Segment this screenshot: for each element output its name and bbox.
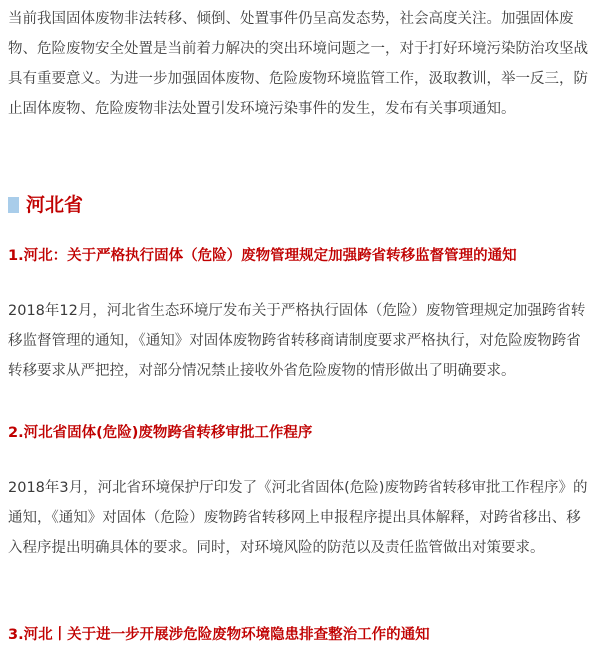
item-1-heading: 1.河北：关于严格执行固体（危险）废物管理规定加强跨省转移监督管理的通知 [8, 248, 517, 264]
intro-paragraph: 当前我国固体废物非法转移、倾倒、处置事件仍呈高发态势，社会高度关注。加强固体废物、危险废物安全处置是当前着力解决的突出环境问题之一，对于打好环境污染防治攻坚战具有重要意义。为进一步加强固体废物、危险废物环境监管工作，汲取教训，举一反三，防止固体废物、危险废物非法处置引发环境污染事件的发生，发布有关事项通知。 [8, 11, 588, 117]
item-2-heading: 2.河北省固体(危险)废物跨省转移审批工作程序 [8, 425, 313, 441]
section-marker-icon [8, 197, 19, 213]
section-header [8, 190, 83, 220]
item-2-body: 2018年3月，河北省环境保护厅印发了《河北省固体(危险)废物跨省转移审批工作程序》的通知，《通知》对固体（危险）废物跨省转移网上申报程序提出具体解释，对跨省移出、移入程序提出明确具体的要求。同时，对环境风险的防范以及责任监管做出对策要求。 [8, 480, 588, 556]
section-title: 河北省 [26, 194, 84, 216]
item-3-heading: 3.河北丨关于进一步开展涉危险废物环境隐患排查整治工作的通知 [8, 627, 430, 643]
item-1-body: 2018年12月，河北省生态环境厅发布关于严格执行固体（危险）废物管理规定加强跨省转移监督管理的通知，《通知》对固体废物跨省转移商请制度要求严格执行，对危险废物跨省转移要求从严把控，对部分情况禁止接收外省危险废物的情形做出了明确要求。 [8, 303, 586, 379]
